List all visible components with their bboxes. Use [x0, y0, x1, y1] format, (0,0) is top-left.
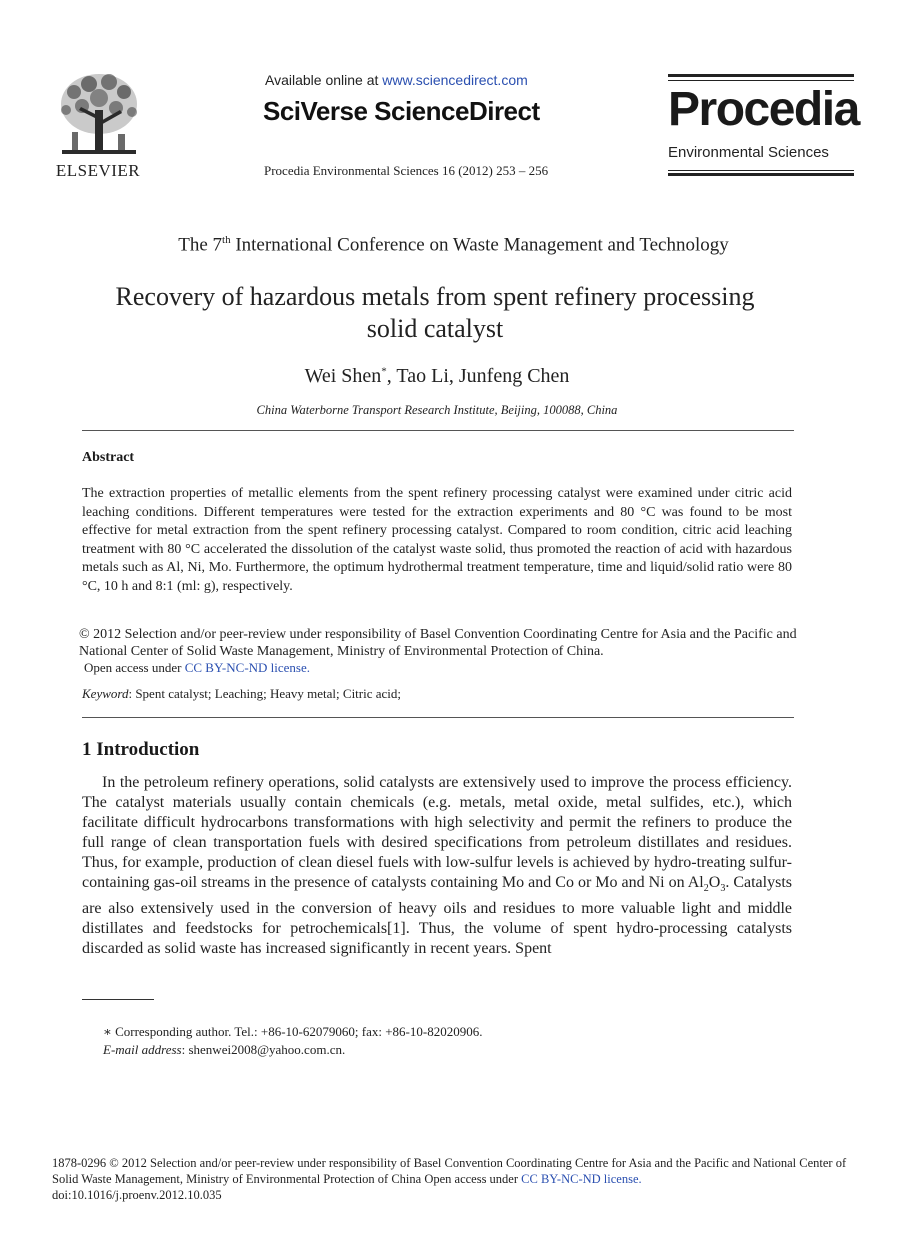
conference-sup: th [222, 234, 231, 246]
introduction-text [82, 773, 792, 959]
intro-sub-2: 3 [720, 883, 726, 895]
footnote-rule [82, 999, 154, 1000]
procedia-title: Procedia [668, 83, 859, 136]
abstract-text: The extraction properties of metallic elements from the spent refinery processing catalyst were examined under citric acid leaching conditions. Different temperatures were tested for the extraction experiments and 80 °C was found to be most effective for metal extraction from the spent refinery processing catalyst. Compared to room condition, citric acid leaching treatment with 80 °C accelerated the dissolution of the catalyst waste solid, thus promoted the reaction of acid with hazardous metals such as Al, Ni, Mo. Furthermore, the optimum hydrothermal treatment temperature, time and liquid/solid ratio were 80 °C, 10 h and 8:1 (ml: g), respectively. [82, 486, 792, 594]
email-note [103, 1042, 345, 1058]
sciencedirect-link[interactable]: www.sciencedirect.com [382, 72, 528, 88]
sciverse-sciencedirect-logo: SciVerse ScienceDirect [263, 96, 540, 126]
keyword-list: : Spent catalyst; Leaching; Heavy metal; Citric acid; [128, 686, 402, 701]
available-online-line [265, 72, 528, 88]
procedia-subtitle: Environmental Sciences [668, 144, 829, 161]
available-prefix: Available online at [265, 72, 383, 88]
conference-pre: The 7 [178, 234, 223, 256]
elsevier-wordmark: ELSEVIER [55, 161, 141, 180]
abstract-bottom-rule [82, 717, 794, 718]
email-label: E-mail address [103, 1042, 182, 1057]
procedia-top-rule-thin [668, 80, 854, 81]
footer-doi[interactable]: doi:10.1016/j.proenv.2012.10.035 [52, 1188, 222, 1202]
affiliation: China Waterborne Transport Research Institute, Beijing, 100088, China [256, 403, 618, 417]
title-line-2: solid catalyst [366, 314, 504, 343]
procedia-logo [668, 74, 859, 176]
intro-text-a: In the petroleum refinery operations, solid catalysts are extensively used to improve the process efficiency. The catalyst materials usually contain chemicals (e.g. metals, metal oxide, metal sulfides, etc.), which facilitate difficult hydrocarbons transformations with high selectivity and permit the refiners to produce the full range of clean transportation fuels with desired specifications from petroleum distillates and residues. Thus, for example, production of clean diesel fuels with low-sulfur levels is achieved by hydro-treating sulfur-containing gas-oil streams in the presence of catalysts containing Mo and Co or Mo and Ni on Al [82, 774, 792, 891]
title-line-1: Recovery of hazardous metals from spent refinery processing [115, 282, 755, 311]
email-address: : shenwei2008@yahoo.com.cn. [181, 1042, 346, 1057]
procedia-bottom-rule-thin [668, 170, 854, 171]
procedia-bottom-rule [668, 173, 854, 176]
footer-license-link[interactable]: CC BY-NC-ND license. [521, 1172, 642, 1186]
keyword-label: Keyword [82, 686, 129, 701]
intro-sub-1: 2 [703, 883, 709, 895]
paper-title [60, 281, 810, 345]
author-1: Wei Shen [304, 365, 382, 387]
keywords-line [82, 686, 401, 702]
abstract-heading: Abstract [82, 450, 135, 465]
license-link[interactable]: CC BY-NC-ND license. [184, 660, 311, 675]
corresponding-author-note: ∗ Corresponding author. Tel.: +86-10-62079060; fax: +86-10-82020906. [103, 1024, 483, 1039]
page-footer [52, 1155, 862, 1203]
intro-text-b: O [708, 874, 721, 891]
copyright-notice: © 2012 Selection and/or peer-review under responsibility of Basel Convention Coordinating Centre for Asia and the Pacific and National Center of Solid Waste Management, Ministry of Environmental Protection of China. [79, 627, 797, 659]
footer-text: 1878-0296 © 2012 Selection and/or peer-review under responsibility of Basel Convention Coordinating Centre for Asia and the Pacific and National Center of Solid Waste Management, Ministry of Environmental Protection of China Open access under [52, 1156, 847, 1186]
authors-rest: , Tao Li, Junfeng Chen [386, 365, 570, 387]
conference-post: International Conference on Waste Management and Technology [230, 234, 729, 256]
open-access-line [84, 660, 310, 676]
footer-copyright [52, 1155, 862, 1187]
elsevier-logo [48, 70, 148, 180]
introduction-heading: 1 Introduction [82, 739, 200, 760]
author-list [0, 365, 874, 388]
author-1-mark: * [381, 365, 387, 378]
open-access-prefix: Open access under [84, 660, 185, 675]
intro-text-c: . Catalysts are also extensively used in the conversion of heavy oils and residues to more valuable light and middle distillates and feedstocks for petrochemicals[1]. Thus, the volume of spent hydro-processing catalysts discarded as solid waste has increased significantly in recent years. Spent [82, 874, 792, 958]
procedia-top-rule [668, 74, 854, 77]
journal-reference: Procedia Environmental Sciences 16 (2012) 253 – 256 [264, 163, 549, 178]
conference-name [0, 234, 907, 256]
elsevier-tree-icon [54, 70, 144, 162]
abstract-top-rule [82, 430, 794, 431]
